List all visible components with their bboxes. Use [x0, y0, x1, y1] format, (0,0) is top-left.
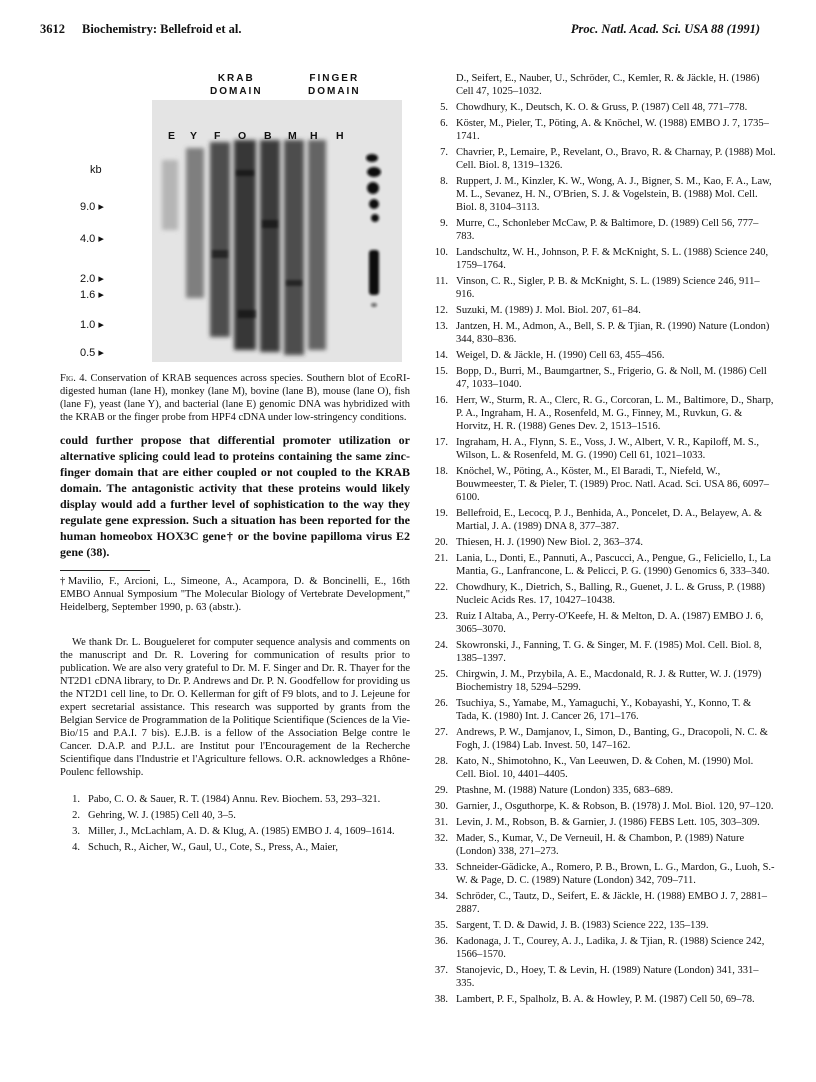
reference-number: 7. [440, 147, 448, 158]
reference-item [428, 275, 776, 301]
reference-item [428, 919, 776, 932]
reference-number: 32. [434, 833, 448, 844]
reference-text: Ptashne, M. (1988) Nature (London) 335, 683–689. [456, 785, 673, 796]
reference-item [428, 365, 776, 391]
reference-number: 20. [434, 537, 448, 548]
reference-number: 36. [434, 936, 448, 947]
reference-text: Schneider-Gädicke, A., Romero, P. B., Brown, L. G., Mardon, G., Luoh, S.-W. & Page, D. C. (1989) Nature (London) 342, 709–711. [456, 862, 775, 886]
finger-domain-label [308, 72, 361, 98]
lane-label: H [336, 130, 344, 142]
reference-item [428, 964, 776, 990]
size-marker: 2.0 ▸ [80, 273, 104, 285]
reference-item [428, 536, 776, 549]
reference-number: 33. [434, 862, 448, 873]
reference-number: 27. [434, 727, 448, 738]
reference-item [428, 175, 776, 214]
reference-number: 23. [434, 611, 448, 622]
reference-item: 3. Miller, J., McLachlam, A. D. & Klug, A. (1985) EMBO J. 4, 1609–1614. [72, 826, 395, 837]
reference-number: 25. [434, 669, 448, 680]
reference-text: Jantzen, H. M., Admon, A., Bell, S. P. & Tjian, R. (1990) Nature (London) 344, 830–836. [456, 321, 770, 345]
reference-number: 13. [434, 321, 448, 332]
reference-number: 38. [434, 994, 448, 1005]
reference-text: Chirgwin, J. M., Przybila, A. E., Macdonald, R. J. & Rutter, W. J. (1979) Biochemistry 18, 5294–5299. [456, 669, 762, 693]
right-column [428, 72, 776, 1009]
reference-item [428, 890, 776, 916]
reference-text: Murre, C., Schonleber McCaw, P. & Baltimore, D. (1989) Cell 56, 777–783. [456, 218, 759, 242]
reference-number: 5. [440, 102, 448, 113]
reference-item [428, 816, 776, 829]
reference-item: 1. Pabo, C. O. & Sauer, R. T. (1984) Annu. Rev. Biochem. 53, 293–321. [72, 794, 381, 805]
reference-list-left [60, 793, 410, 854]
reference-number: 24. [434, 640, 448, 651]
reference-item [428, 861, 776, 887]
reference-item [428, 755, 776, 781]
reference-number: 18. [434, 466, 448, 477]
reference-text: Garnier, J., Osguthorpe, K. & Robson, B. (1978) J. Mol. Biol. 120, 97–120. [456, 801, 774, 812]
reference-text: Herr, W., Sturm, R. A., Clerc, R. G., Corcoran, L. M., Baltimore, D., Sharp, P. A., Ingraham, H. A., Rosenfeld, M. G., Finney, M., Ruvkun, G. & Horvitz, H. R. (1988) Genes Dev. 2, 1513–1516. [456, 395, 774, 432]
reference-item: 2. Gehring, W. J. (1985) Cell 40, 3–5. [72, 810, 236, 821]
reference-item [428, 726, 776, 752]
reference-number: 16. [434, 395, 448, 406]
reference-item [428, 832, 776, 858]
footnote: †Mavilio, F., Arcioni, L., Simeone, A., Acampora, D. & Boncinelli, E., 16th EMBO Annual Symposium "The Molecular Biology of Vertebrate Development," Heidelberg, September 1990, p. 63 (abstr.). [60, 576, 410, 613]
krab-domain-line2: DOMAIN [210, 86, 263, 97]
reference-number: 26. [434, 698, 448, 709]
reference-text: Ruiz I Altaba, A., Perry-O'Keefe, H. & Melton, D. A. (1987) EMBO J. 6, 3065–3070. [456, 611, 764, 635]
reference-text: Ingraham, H. A., Flynn, S. E., Voss, J. W., Albert, V. R., Kapiloff, M. S., Wilson, L. & Rosenfeld, M. G. (1990) Cell 61, 1021–1033. [456, 437, 759, 461]
reference-text: Ruppert, J. M., Kinzler, K. W., Wong, A. J., Bigner, S. M., Kao, F. A., Law, M. L., Sevanez, H. N., O'Brien, S. J. & Vogelstein, B. (1988) Mol. Cell. Biol. 8, 3104–3113. [456, 176, 772, 213]
reference-text: Skowronski, J., Fanning, T. G. & Singer, M. F. (1985) Mol. Cell. Biol. 8, 1385–1397. [456, 640, 762, 664]
reference-item [428, 304, 776, 317]
page-header [0, 22, 816, 40]
reference-number: 28. [434, 756, 448, 767]
reference-text: Knöchel, W., Pöting, A., Köster, M., El Baradi, T., Niefeld, W., Bouwmeester, T. & Pieler, T. (1989) Proc. Natl. Acad. Sci. USA 86, 6097–6100. [456, 466, 770, 503]
reference-item [428, 246, 776, 272]
reference-text: Tsuchiya, S., Yamabe, M., Yamaguchi, Y., Kobayashi, Y., Konno, T. & Tada, K. (1980) Int. J. Cancer 26, 171–176. [456, 698, 752, 722]
finger-domain-line2: DOMAIN [308, 86, 361, 97]
reference-number: 30. [434, 801, 448, 812]
reference-number: 34. [434, 891, 448, 902]
left-column [60, 72, 410, 857]
lane-label: B [264, 130, 272, 142]
reference-text: Chowdhury, K., Dietrich, S., Balling, R., Guenet, J. L. & Gruss, P. (1988) Nucleic Acids Res. 17, 10427–10438. [456, 582, 766, 606]
reference-text: Lania, L., Donti, E., Pannuti, A., Pascucci, A., Pengue, G., Feliciello, I., La Mantia, G., Lanfrancone, L. & Pelicci, P. G. (1990) Genomics 6, 333–340. [456, 553, 771, 577]
reference-number: 21. [434, 553, 448, 564]
reference-number: 17. [434, 437, 448, 448]
reference-number: 15. [434, 366, 448, 377]
size-marker: 9.0 ▸ [80, 201, 104, 213]
reference-text: Mader, S., Kumar, V., De Verneuil, H. & Chambon, P. (1989) Nature (London) 338, 271–273. [456, 833, 745, 857]
reference-text: Sargent, T. D. & Dawid, J. B. (1983) Science 222, 135–139. [456, 920, 709, 931]
reference-number: 10. [434, 247, 448, 258]
reference-text: Köster, M., Pieler, T., Pöting, A. & Knöchel, W. (1988) EMBO J. 7, 1735–1741. [456, 118, 769, 142]
lane-label: M [288, 130, 297, 142]
reference-item [428, 320, 776, 346]
reference-item [428, 117, 776, 143]
reference-number: 22. [434, 582, 448, 593]
reference-item [428, 581, 776, 607]
reference-text: Andrews, P. W., Damjanov, I., Simon, D., Banting, G., Dracopoli, N. C. & Fogh, J. (1984) Lab. Invest. 50, 147–162. [456, 727, 768, 751]
caption-text: Conservation of KRAB sequences across species. Southern blot of EcoRI-digested human (lane H), monkey (lane M), bovine (lane B), mouse (lane O), fish (lane F), yeast (lane Y), and bacterial (lane E) genomic DNA was hybridized with the KRAB or the finger probe from HPF4 cDNA under low-stringency conditions. [60, 373, 410, 423]
krab-domain-line1: KRAB [217, 73, 255, 84]
reference-item [428, 993, 776, 1006]
page-number: 3612 [40, 22, 65, 36]
reference-item [428, 639, 776, 665]
reference-text: Thiesen, H. J. (1990) New Biol. 2, 363–374. [456, 537, 643, 548]
reference-text: Weigel, D. & Jäckle, H. (1990) Cell 63, 455–456. [456, 350, 665, 361]
reference-text: Chowdhury, K., Deutsch, K. O. & Gruss, P. (1987) Cell 48, 771–778. [456, 102, 748, 113]
reference-item [428, 552, 776, 578]
reference-text: Suzuki, M. (1989) J. Mol. Biol. 207, 61–84. [456, 305, 641, 316]
reference-item [428, 668, 776, 694]
reference-continuation: D., Seifert, E., Nauber, U., Schröder, C., Kemler, R. & Jäckle, H. (1986) Cell 47, 1025–1032. [456, 73, 760, 97]
reference-number: 29. [434, 785, 448, 796]
running-head-journal: Proc. Natl. Acad. Sci. USA 88 (1991) [570, 22, 760, 36]
reference-number: 35. [434, 920, 448, 931]
reference-text: Schröder, C., Tautz, D., Seifert, E. & Jäckle, H. (1988) EMBO J. 7, 2881–2887. [456, 891, 767, 915]
reference-item [428, 507, 776, 533]
size-marker: 0.5 ▸ [80, 347, 104, 359]
reference-number: 31. [434, 817, 448, 828]
reference-list-right [428, 101, 776, 1006]
reference-item [428, 800, 776, 813]
kb-axis-label: kb [90, 164, 102, 176]
reference-number: 14. [434, 350, 448, 361]
size-marker: 4.0 ▸ [80, 233, 104, 245]
reference-item [428, 349, 776, 362]
reference-item [428, 935, 776, 961]
footnote-divider [60, 570, 150, 571]
reference-number: 12. [434, 305, 448, 316]
reference-text: Stanojevic, D., Hoey, T. & Levin, H. (1989) Nature (London) 341, 331–335. [456, 965, 759, 989]
reference-number: 11. [435, 276, 448, 287]
acknowledgments: We thank Dr. L. Bougueleret for computer sequence analysis and comments on the manuscript and Dr. R. Lovering for communication of results prior to publication. We are also very grateful to Dr. M. F. Singer and Dr. R. Thayer for the NT2D1 cDNA library, to Dr. P. Andrews and Dr. P. N. Goodfellow for providing us the NT2D1 cell line, to Dr. O. Kellerman for gift of F9 blots, and to J. Lejeune for expert secretarial assistance. This research was supported by grants from the Belgian Service de Programmation de la Politique Scientifique (Sciences de la Vie-Bio/15 and P.A.I. 7 bis). E.J.B. is a fellow of the Association Belge contre le Cancer. D.A.P. and P.J.L. are Institut pour l'Encouragement de la Recherche Scientifique dans l'Industrie et l'Agriculture fellows. O.R. acknowledges a Rhône-Poulenc fellowship. [60, 637, 410, 778]
reference-text: Lambert, P. F., Spalholz, B. A. & Howley, P. M. (1987) Cell 50, 69–78. [456, 994, 755, 1005]
lane-label: E [168, 130, 176, 142]
body-paragraph: could further propose that differential promoter utilization or alternative splicing could lead to proteins containing the same zinc-finger domain that are either coupled or not coupled to the KRAB domain. The antagonistic activity that these proteins would likely display would add a further level of sophistication to the way they regulate gene expression. Such a situation has been reported for the human homeobox HOX3C gene† or the bovine papilloma virus E2 gene (38). [60, 433, 410, 559]
reference-number: 37. [434, 965, 448, 976]
figure-caption [60, 372, 410, 424]
reference-text: Levin, J. M., Robson, B. & Garnier, J. (1986) FEBS Lett. 105, 303–309. [456, 817, 760, 828]
southern-blot-figure [60, 72, 410, 362]
reference-text: Vinson, C. R., Sigler, P. B. & McKnight, S. L. (1989) Science 246, 911–916. [456, 276, 760, 300]
reference-number: 19. [434, 508, 448, 519]
reference-item [428, 217, 776, 243]
reference-number: 6. [440, 118, 448, 129]
reference-item [428, 697, 776, 723]
figure-label: Fig. 4. [60, 373, 88, 384]
lane-label: F [214, 130, 221, 142]
lane-label: H [310, 130, 318, 142]
krab-domain-label [210, 72, 263, 98]
size-marker: 1.0 ▸ [80, 319, 104, 331]
reference-number: 9. [440, 218, 448, 229]
reference-item: 4. Schuch, R., Aicher, W., Gaul, U., Cote, S., Press, A., Maier, [72, 842, 338, 853]
lane-label: Y [190, 130, 198, 142]
finger-domain-line1: FINGER [309, 73, 360, 84]
reference-text: Bellefroid, E., Lecocq, P. J., Benhida, A., Poncelet, D. A., Belayew, A. & Martial, J. A. (1989) DNA 8, 377–387. [456, 508, 763, 532]
reference-item [428, 610, 776, 636]
reference-text: Kadonaga, J. T., Courey, A. J., Ladika, J. & Tjian, R. (1988) Science 242, 1566–1570. [456, 936, 765, 960]
reference-text: Chavrier, P., Lemaire, P., Revelant, O., Bravo, R. & Charnay, P. (1988) Mol. Cell. Biol. 8, 1319–1326. [456, 147, 776, 171]
reference-item [428, 394, 776, 433]
reference-text: Kato, N., Shimotohno, K., Van Leeuwen, D. & Cohen, M. (1990) Mol. Cell. Biol. 10, 4401–4405. [456, 756, 754, 780]
reference-item [428, 101, 776, 114]
reference-text: Landschultz, W. H., Johnson, P. F. & McKnight, S. L. (1988) Science 240, 1759–1764. [456, 247, 769, 271]
size-marker: 1.6 ▸ [80, 289, 104, 301]
reference-item [428, 146, 776, 172]
lane-label: O [238, 130, 247, 142]
reference-number: 8. [440, 176, 448, 187]
reference-item [428, 465, 776, 504]
reference-text: Bopp, D., Burri, M., Baumgartner, S., Frigerio, G. & Noll, M. (1986) Cell 47, 1033–1040. [456, 366, 767, 390]
reference-item [428, 784, 776, 797]
reference-item [428, 436, 776, 462]
running-head-author: Biochemistry: Bellefroid et al. [82, 22, 242, 36]
